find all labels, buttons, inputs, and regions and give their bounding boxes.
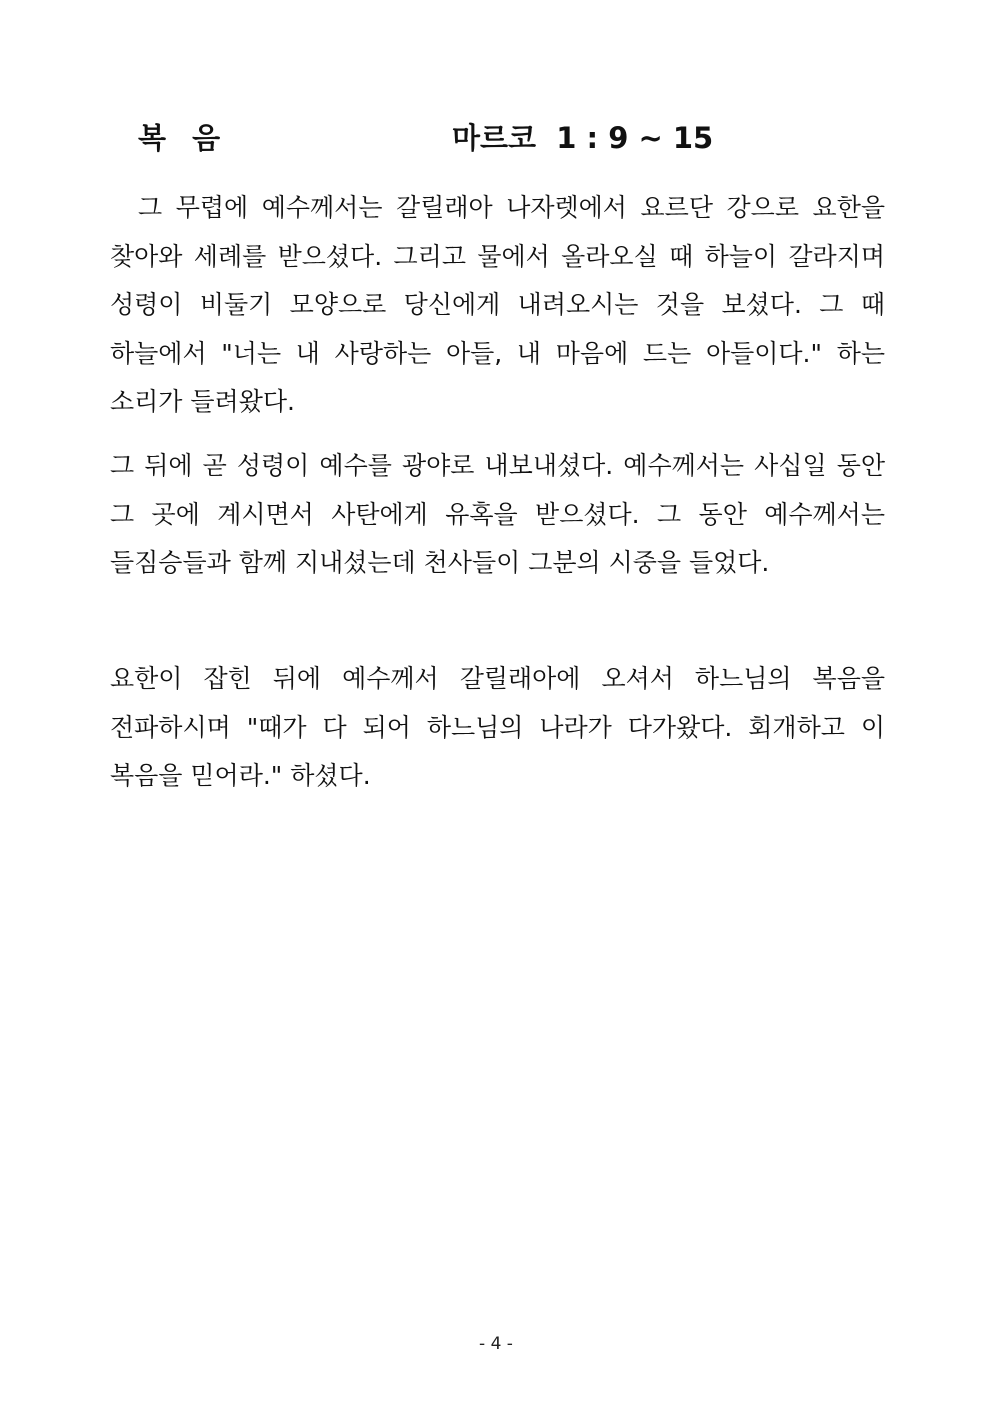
gospel-heading	[0, 116, 992, 156]
page-number: - 4 -	[479, 1334, 513, 1354]
gospel-label: 복 음	[138, 121, 229, 155]
paragraph-proclamation: 요한이 잡힌 뒤에 예수께서 갈릴래아에 오셔서 하느님의 복음을 전파하시며 "때가 다 되어 하느님의 나라가 다가왔다. 회개하고 이 복음을 믿어라." 하셨다.	[110, 664, 885, 790]
paragraph-baptism: 그 무렵에 예수께서는 갈릴래아 나자렛에서 요르단 강으로 요한을 찾아와 세례를 받으셨다. 그리고 물에서 올라오실 때 하늘이 갈라지며 성령이 비둘기 모양으로 당신에게 내려오시는 것을 보셨다. 그 때 하늘에서 "너는 내 사랑하는 아들, 내 마음에 드는 아들이다." 하는 소리가 들려왔다.	[110, 193, 885, 416]
paragraph-temptation: 그 뒤에 곧 성령이 예수를 광야로 내보내셨다. 예수께서는 사십일 동안 그 곳에 계시면서 사탄에게 유혹을 받으셨다. 그 동안 예수께서는 들짐승들과 함께 지내셨는데 천사들이 그분의 시중을 들었다.	[110, 451, 885, 577]
scripture-reference: 마르코 1 : 9 ~ 15	[452, 121, 714, 155]
